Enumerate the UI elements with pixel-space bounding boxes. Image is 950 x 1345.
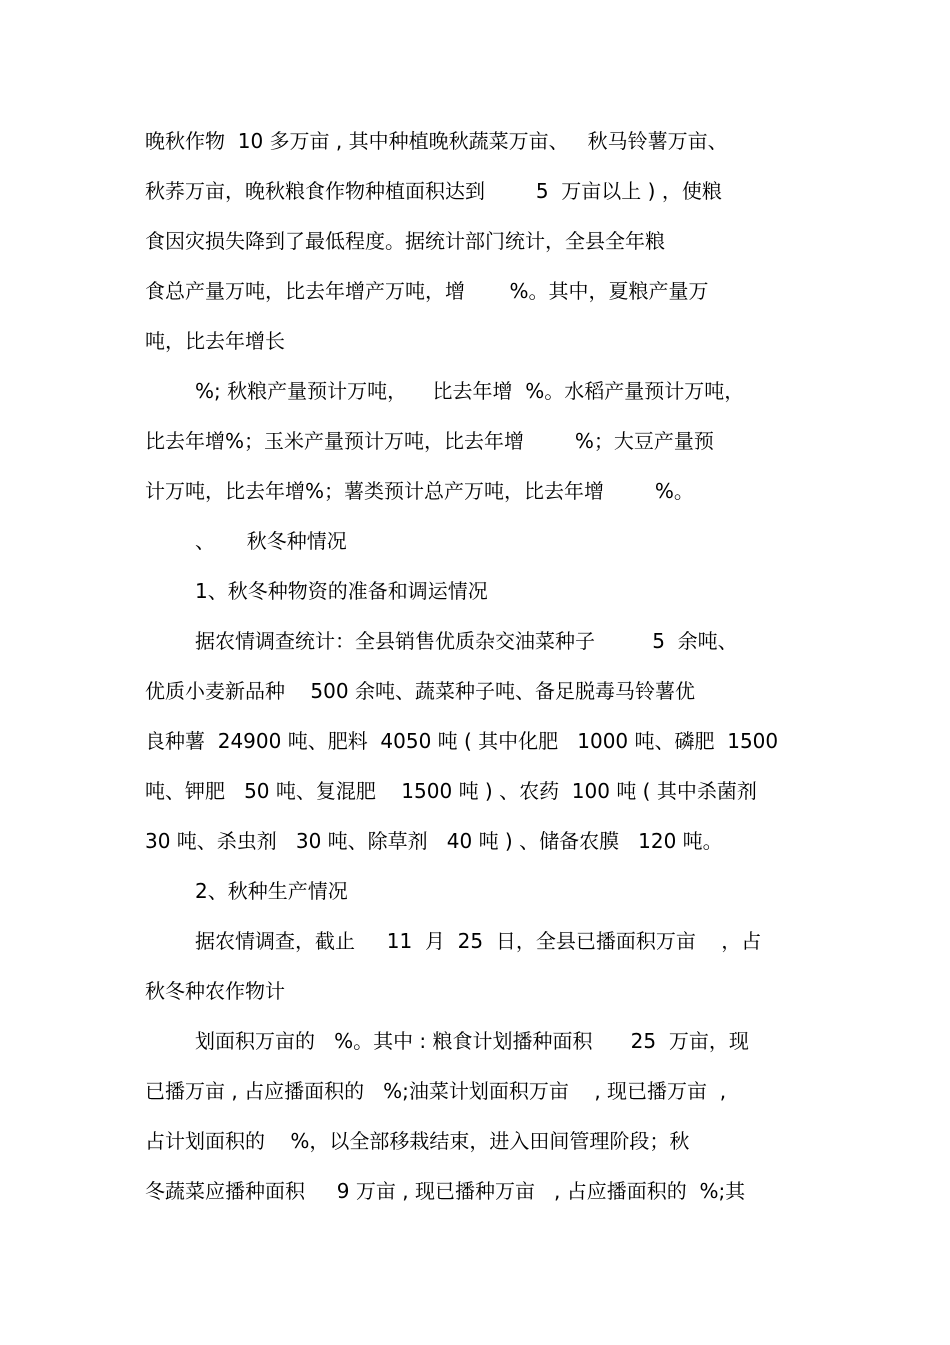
text-line: 30 吨、杀虫剂 30 吨、除草剂 40 吨 ) 、储备农膜 120 吨。 — [145, 829, 723, 853]
text-line: 秋荞万亩，晚秋粮食作物种植面积达到 5 万亩以上 ) ，使粮 — [145, 179, 722, 203]
text-line: 秋冬种农作物计 — [145, 979, 285, 1003]
subsection-heading: 1、秋冬种物资的准备和调运情况 — [195, 579, 488, 603]
text-line: 划面积万亩的 %。其中 : 粮食计划播种面积 25 万亩，现 — [195, 1029, 749, 1053]
text-line: 已播万亩 , 占应播面积的 %;油菜计划面积万亩 , 现已播万亩 , — [145, 1079, 727, 1103]
text-line: 吨，比去年增长 — [145, 329, 285, 353]
text-line: 计万吨，比去年增%；薯类预计总产万吨，比去年增 %。 — [145, 479, 694, 503]
text-line: 优质小麦新品种 500 余吨、蔬菜种子吨、备足脱毒马铃薯优 — [145, 679, 695, 703]
text-line: 晚秋作物 10 多万亩 , 其中种植晚秋蔬菜万亩、 秋马铃薯万亩、 — [145, 129, 728, 153]
section-heading: 、 秋冬种情况 — [195, 529, 347, 553]
text-line: 据农情调查统计：全县销售优质杂交油菜种子 5 余吨、 — [195, 629, 738, 653]
subsection-heading: 2、秋种生产情况 — [195, 879, 348, 903]
text-line: 食因灾损失降到了最低程度。据统计部门统计，全县全年粮 — [145, 229, 665, 253]
text-line: 据农情调查，截止 11 月 25 日，全县已播面积万亩 ，占 — [195, 929, 762, 953]
text-line: 吨、钾肥 50 吨、复混肥 1500 吨 ) 、农药 100 吨 ( 其中杀菌剂 — [145, 779, 757, 803]
text-line: %; 秋粮产量预计万吨， 比去年增 %。水稻产量预计万吨， — [195, 379, 745, 403]
text-line: 良种薯 24900 吨、肥料 4050 吨 ( 其中化肥 1000 吨、磷肥 1500 — [145, 729, 779, 753]
text-line: 冬蔬菜应播种面积 9 万亩 , 现已播种万亩 , 占应播面积的 %;其 — [145, 1179, 746, 1203]
text-line: 食总产量万吨，比去年增产万吨，增 %。其中，夏粮产量万 — [145, 279, 709, 303]
text-line: 比去年增%；玉米产量预计万吨，比去年增 %；大豆产量预 — [145, 429, 714, 453]
text-line: 占计划面积的 %，以全部移栽结束，进入田间管理阶段；秋 — [145, 1129, 690, 1153]
